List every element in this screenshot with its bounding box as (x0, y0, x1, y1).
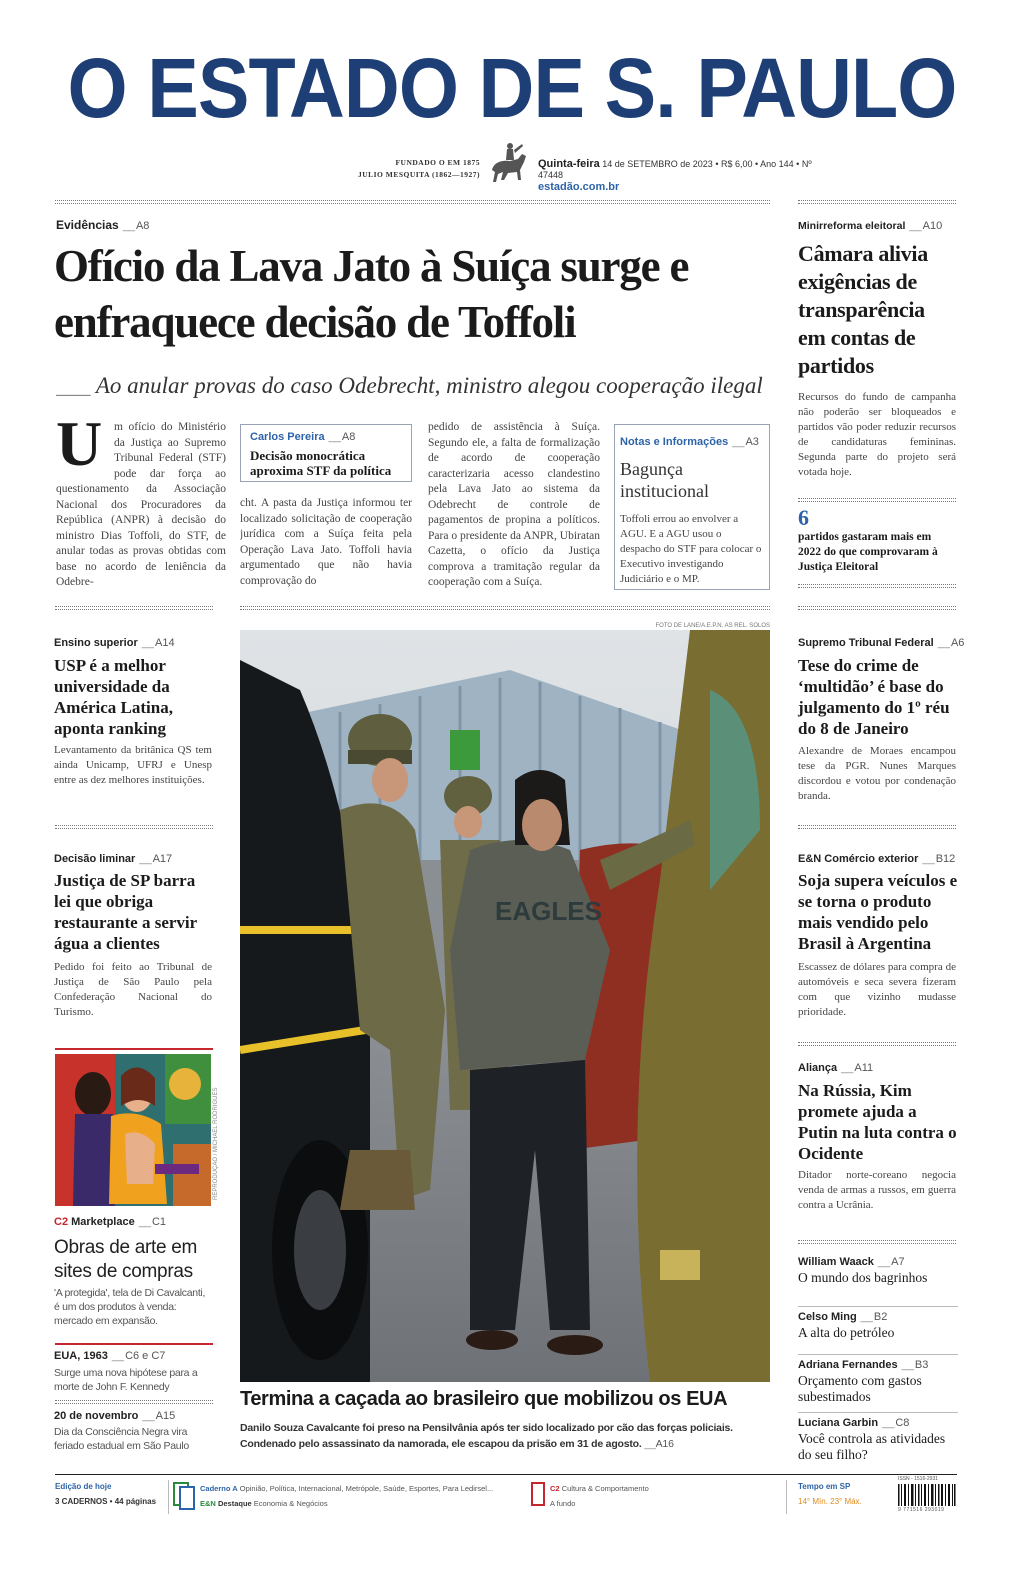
masthead-title: O ESTADO DE S. PAULO (67, 41, 957, 135)
right3-kicker-text: Aliança (798, 1062, 838, 1074)
brief2-kicker (54, 1410, 175, 1422)
box1-kicker (250, 431, 355, 443)
right1-headline[interactable]: Tese do crime de ‘multidão’ é base do julgamento do 1º réu do 8 de Janeiro (798, 656, 950, 738)
shirt-text: EAGLES (495, 896, 602, 926)
rt-headline[interactable]: Câmara alivia exigências de transparência em contas de partidos (798, 241, 928, 378)
left2-kicker-text: Decisão liminar (54, 853, 136, 865)
right1-text: Alexandre de Moraes encampou tese da PGR. Nunes Marques discordou e votou por condenação branda. (798, 745, 956, 802)
brief1-page: __ C6 e C7 (112, 1350, 166, 1362)
footer-weather (798, 1482, 888, 1506)
left1-page: __ A14 (142, 637, 175, 649)
right3-kicker (798, 1062, 873, 1074)
main-photo[interactable] (240, 630, 770, 1382)
left1-kicker-text: Ensino superior (54, 637, 138, 649)
market-headline[interactable]: Obras de arte em sites de compras (54, 1237, 198, 1282)
rt-text: Recursos do fundo de campanha não poderão ser bloqueados e partidos vão poder reduzir recursos de candidaturas femininas. Segunda parte do projeto será votada hoje. (798, 391, 956, 478)
footer-edition (55, 1482, 165, 1506)
date-info: 14 de SETEMBRO de 2023 • R$ 6,00 • Ano 144 • Nº 47448 (538, 159, 812, 180)
columnist-title: A alta do petróleo (798, 1325, 895, 1340)
right1-page: __ A6 (938, 637, 965, 649)
edition-label: Edição de hoje (55, 1482, 112, 1491)
box2-page: __ A3 (732, 436, 759, 448)
brief2-page: __ A15 (142, 1410, 175, 1422)
columnist-name: Adriana Fernandes (798, 1359, 898, 1371)
masthead-date (538, 158, 838, 193)
left1-headline[interactable]: USP é a melhor universidade da América Latina, aponta ranking (54, 656, 173, 738)
weather-min: 14° Mín. (798, 1497, 828, 1506)
columnist-item[interactable] (798, 1256, 958, 1306)
rt-kicker (798, 220, 942, 232)
market-page: __ C1 (139, 1216, 166, 1228)
left1-text: Levantamento da britânica QS tem ainda Unicamp, UFRJ e Unesp entre as dez melhores instituições. (54, 744, 212, 786)
c2-sub: A fundo (550, 1499, 576, 1508)
columnist-item[interactable] (798, 1354, 958, 1412)
lead-col1-text: m ofício do Ministério da Justiça ao Supremo Tribunal Federal (STF) pode dar força ao questionamento da Associação Nacional dos Procuradores da República (ANPR) à decisão do ministro Dias Toffoli, do STF, de anular todas as provas obtidas com base no acordo de leniência da Odebre- (56, 421, 226, 588)
right1-kicker (798, 637, 964, 649)
edition-value: 3 CADERNOS • 44 páginas (55, 1497, 157, 1506)
right2-kicker (798, 853, 955, 865)
right2-page: __ B12 (922, 853, 955, 865)
brief2-kicker-text: 20 de novembro (54, 1410, 139, 1422)
box1-headline: Decisão monocrática aproxima STF da política (250, 448, 392, 478)
right2-text: Escassez de dólares para compra de automóveis e seca severa fizeram com que vizinho mudasse prioridade. (798, 961, 956, 1018)
photo-headline[interactable]: Termina a caçada ao brasileiro que mobilizou os EUA (240, 1388, 728, 1410)
brief1-kicker-text: EUA, 1963 (54, 1350, 108, 1362)
market-kicker-text: Marketplace (71, 1216, 135, 1228)
c2-text: Cultura & Comportamento (561, 1484, 649, 1493)
footer-c2[interactable] (550, 1484, 690, 1508)
lead-deck-text: Ao anular provas do caso Odebrecht, ministro alegou cooperação ilegal (95, 373, 763, 398)
columnist-page: __ B2 (861, 1311, 888, 1323)
rt-kicker-text: Minirreforma eleitoral (798, 220, 906, 232)
lead-col3: pedido de assistência à Suíça. Segundo ele, a falta de formalização de acordo de cooperação caracterizaria acesso clandestino pela Lava Jato ao sistema da Odebrecht de controle de pagamentos de propina a políticos. Para o presidente da ANPR, Ubiratan Cazetta, o ofício da Justiça comprova a tramitação regular da cooperação com a Suíça. (428, 421, 600, 588)
caderno-a-icon (172, 1481, 196, 1511)
barcode-icon (898, 1484, 956, 1506)
painting-image[interactable] (55, 1054, 211, 1206)
market-kicker (54, 1216, 166, 1228)
columnist-title: Você controla as atividades do seu filho? (798, 1431, 946, 1462)
right1-kicker-text: Supremo Tribunal Federal (798, 637, 934, 649)
brief2-text[interactable]: Dia da Consciência Negra vira feriado estadual em São Paulo (54, 1426, 189, 1452)
cadA-text: Opinião, Política, Internacional, Metrópole, Saúde, Esportes, Para Ledirsel... (239, 1484, 494, 1493)
weather-max: 23° Máx. (830, 1497, 862, 1506)
painting-credit: REPRODUÇÃO / MICHAEL RODRIGUES (213, 1087, 219, 1200)
barcode-issn: ISSN - 1516-2931 (898, 1476, 939, 1482)
masthead-founding (320, 158, 480, 179)
box2-text: Toffoli errou ao envolver a AGU. E a AGU usou o despacho do STF para colocar o Executivo investigando Judiciário e o MP. (620, 513, 762, 585)
rt-stat-text: partidos gastaram mais em 2022 do que comprovaram à Justiça Eleitoral (798, 531, 938, 573)
columnist-item[interactable] (798, 1412, 958, 1470)
columnist-item[interactable] (798, 1306, 958, 1354)
columnist-page: __ A7 (878, 1256, 905, 1268)
right3-page: __ A11 (841, 1062, 873, 1074)
columnist-name: Celso Ming (798, 1311, 857, 1323)
lead-col2: cht. A pasta da Justiça informou ter localizado solicitação de cooperação jurídica com a Suíça feita pela Operação Lava Jato. Toffoli havia argumentado que não havia comprovação do (240, 497, 412, 587)
lead-page: __ A8 (123, 220, 150, 232)
right3-text: Ditador norte-coreano negocia venda de armas a russos, em guerra contra a Ucrânia. (798, 1169, 956, 1211)
lead-dropcap: U (56, 408, 103, 479)
weather-label: Tempo em SP (798, 1482, 851, 1491)
photo-credit: FOTO DE LANE/A.E.P.N. AS REL. SOLOS (655, 623, 770, 629)
lead-kicker-text: Evidências (56, 218, 119, 232)
horse-rider-logo-icon (486, 140, 532, 188)
right2-kicker-text: E&N Comércio exterior (798, 853, 919, 865)
founder-text: JULIO MESQUITA (1862—1927) (357, 170, 480, 179)
lead-col1 (56, 420, 226, 590)
founded-text: FUNDADO O EM 1875 (395, 158, 480, 167)
right2-headline[interactable]: Soja supera veículos e se torna o produto mais vendido pelo Brasil à Argentina (798, 871, 958, 953)
c2-label: C2 (550, 1484, 560, 1493)
photo-page: A16 (655, 1438, 674, 1450)
weekday: Quinta-feira (538, 158, 600, 170)
columnist-page: __ C8 (882, 1417, 909, 1429)
left2-headline[interactable]: Justiça de SP barra lei que obriga restaurante a servir água a clientes (54, 871, 197, 953)
box2-kicker (620, 436, 759, 448)
box1-author: Carlos Pereira (250, 431, 325, 443)
right3-headline[interactable]: Na Rússia, Kim promete ajuda a Putin na luta contra o Ocidente (798, 1081, 957, 1163)
en-label: E&N (200, 1499, 216, 1508)
columnist-title: O mundo dos bagrinhos (798, 1270, 928, 1285)
market-text: 'A protegida', tela de Di Cavalcanti, é um dos produtos à venda: mercado em expansão. (54, 1287, 206, 1327)
columnist-name: William Waack (798, 1256, 874, 1268)
photo-caption: Danilo Souza Cavalcante foi preso na Pensilvânia após ter sido localizado por cão das forças policiais. Condenado pelo assassinato da namorada, ele escapou da prisão em 31 de agosto. __A16 (240, 1422, 733, 1450)
en-text: Economia & Negócios (253, 1499, 328, 1508)
barcode-number: 9 771516 293019 (898, 1507, 945, 1513)
left2-page: __ A17 (139, 853, 172, 865)
columnist-name: Luciana Garbin (798, 1417, 879, 1429)
lead-headline[interactable]: Ofício da Lava Jato à Suíça surge e enfraquece decisão de Toffoli (54, 241, 689, 347)
market-section: C2 (54, 1216, 69, 1228)
box2-headline: Bagunça institucional (620, 459, 709, 501)
c2-icon (530, 1481, 546, 1509)
columnist-title: Orçamento com gastos subestimados (798, 1373, 922, 1404)
manhunt-photo-illustration (240, 630, 770, 1382)
brief1-kicker (54, 1350, 165, 1362)
rt-stat-number: 6 (798, 505, 809, 530)
brief1-text[interactable]: Surge uma nova hipótese para a morte de John F. Kennedy (54, 1367, 198, 1393)
left1-kicker (54, 637, 175, 649)
cadA-label: Caderno A (200, 1484, 238, 1493)
rt-page: __ A10 (909, 220, 942, 232)
painting-illustration (55, 1054, 211, 1206)
en-title: Destaque (217, 1499, 252, 1508)
left2-kicker (54, 853, 172, 865)
left2-text: Pedido foi feito ao Tribunal de Justiça de São Paulo pela Confederação Nacional do Turismo. (54, 961, 212, 1018)
box2-label: Notas e Informações (620, 436, 729, 448)
lead-kicker (56, 218, 149, 232)
site-link[interactable]: estadão.com.br (538, 181, 620, 193)
box1-page: __ A8 (329, 431, 356, 443)
lead-deck: ___ Ao anular provas do caso Odebrecht, ministro alegou cooperação ilegal (56, 373, 763, 398)
columnist-page: __ B3 (902, 1359, 929, 1371)
columnists-list (798, 1256, 958, 1470)
photo-caption-text: Danilo Souza Cavalcante foi preso na Pensilvânia após ter sido localizado por cão das forças policiais. Condenado pelo assassinato da namorada, ele escapou da prisão em 31 de agosto. (240, 1422, 733, 1450)
footer-cadernos[interactable] (200, 1484, 510, 1508)
